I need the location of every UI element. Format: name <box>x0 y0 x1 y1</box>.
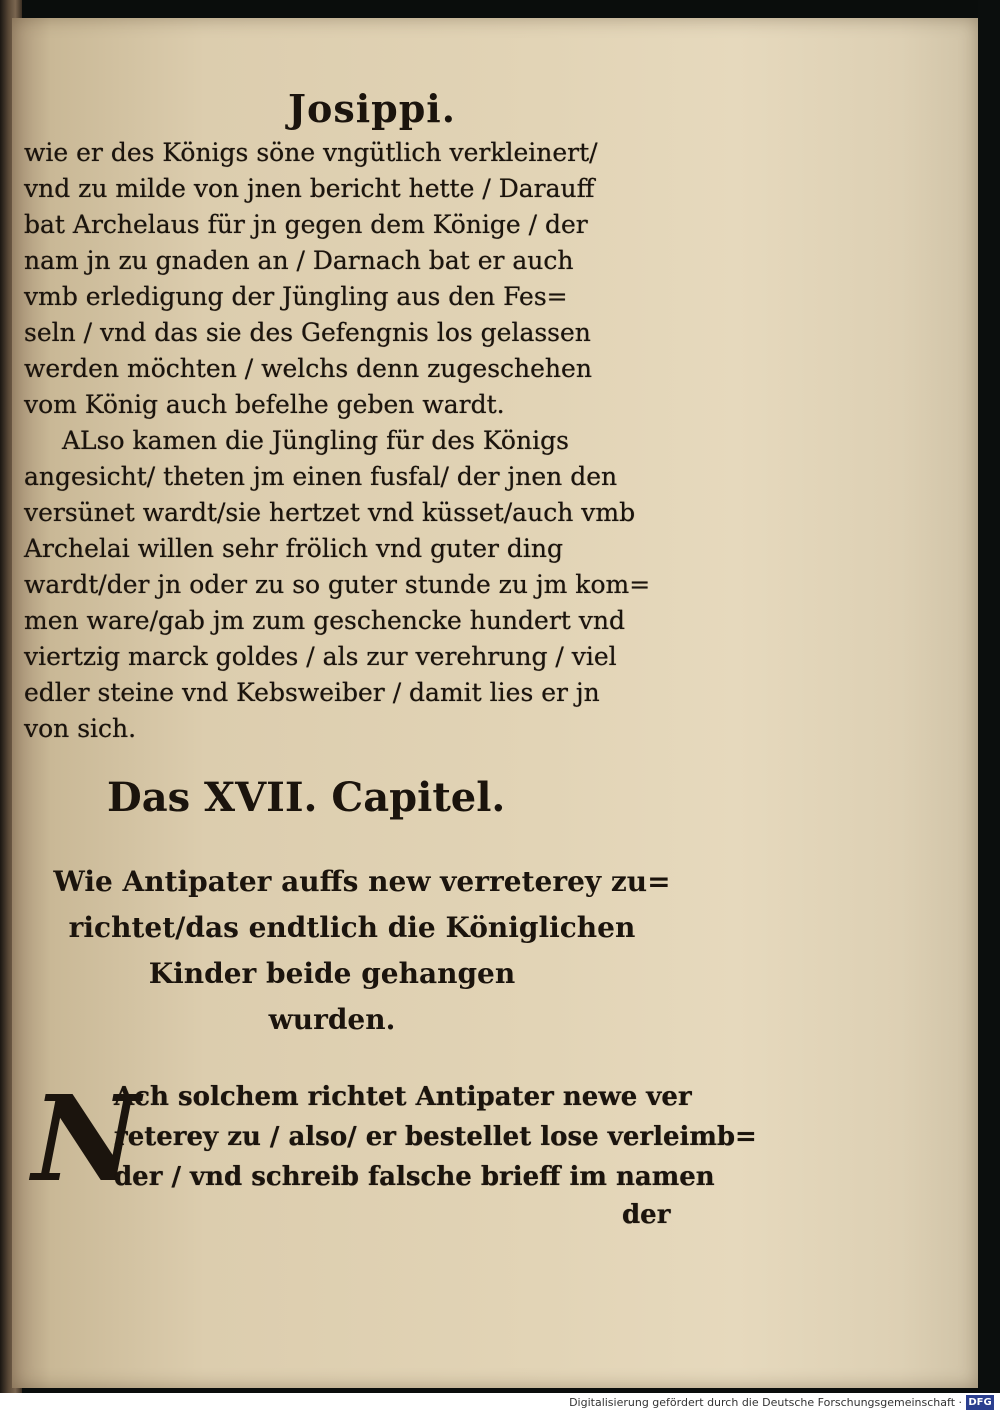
chapter-summary-line: wurden. <box>268 1003 396 1036</box>
body-line: vmb erledigung der Jüngling aus den Fes= <box>24 282 568 311</box>
chapter-summary-line: richtet/das endtlich die Königlichen <box>68 911 636 944</box>
dfg-logo: DFG <box>966 1395 994 1410</box>
chapter-heading: Das XVII. Capitel. <box>107 774 506 821</box>
body-line: wie er des Königs söne vngütlich verkleinert/ <box>24 138 598 167</box>
body-line: men ware/gab jm zum geschencke hundert vnd <box>24 606 626 635</box>
catchword: der <box>622 1200 671 1230</box>
scan-border-right <box>978 0 1000 1393</box>
body-line: wardt/der jn oder zu so guter stunde zu jm kom= <box>24 570 651 599</box>
body-line: vom König auch befelhe geben wardt. <box>24 390 505 419</box>
body-line: der / vnd schreib falsche brieff im namen <box>114 1162 715 1192</box>
body-line: bat Archelaus für jn gegen dem Könige / der <box>24 210 588 239</box>
body-line: Archelai willen sehr frölich vnd guter ding <box>24 534 564 563</box>
body-line: viertzig marck goldes / als zur verehrung / viel <box>24 642 617 671</box>
decorated-initial: N <box>32 1069 140 1208</box>
running-header: Josippi. <box>288 86 456 131</box>
body-line: werden möchten / welchs denn zugeschehen <box>24 354 592 383</box>
paragraph-first-line: ALso kamen die Jüngling für des Königs <box>62 426 569 455</box>
body-line: nam jn zu gnaden an / Darnach bat er auch <box>24 246 574 275</box>
chapter-summary-line: Kinder beide gehangen <box>148 957 516 990</box>
footer-bar <box>0 1393 1000 1414</box>
chapter-summary-line: Wie Antipater auffs new verreterey zu= <box>53 865 671 898</box>
book-page <box>12 18 978 1388</box>
body-line: Ach solchem richtet Antipater newe ver <box>114 1082 692 1112</box>
body-line: reterey zu / also/ er bestellet lose verleimb= <box>114 1122 757 1152</box>
body-line: angesicht/ theten jm einen fusfal/ der jnen den <box>24 462 618 491</box>
body-line: seln / vnd das sie des Gefengnis los gelassen <box>24 318 591 347</box>
body-line: versünet wardt/sie hertzet vnd küsset/auch vmb <box>24 498 636 527</box>
body-line: von sich. <box>24 714 137 743</box>
funding-credit: Digitalisierung gefördert durch die Deutsche Forschungsgemeinschaft · <box>569 1396 962 1409</box>
body-line: vnd zu milde von jnen bericht hette / Darauff <box>24 174 595 203</box>
body-line: edler steine vnd Kebsweiber / damit lies er jn <box>24 678 600 707</box>
